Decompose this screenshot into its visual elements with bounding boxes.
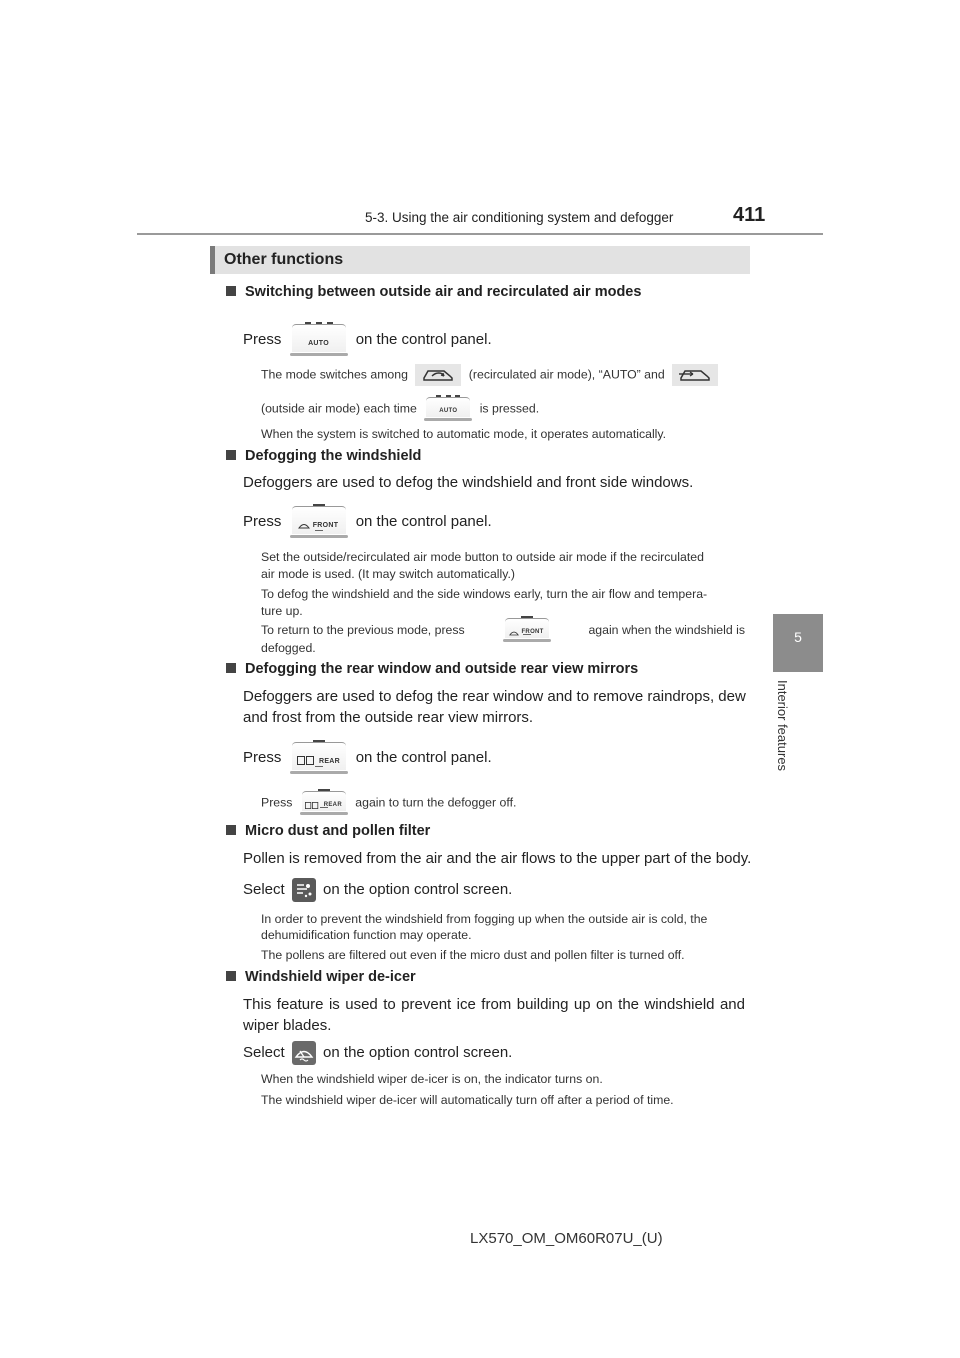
bullet-square-icon <box>226 286 236 296</box>
footer-document-code: LX570_OM_OM60R07U_(U) <box>470 1230 663 1247</box>
filter-note-1-line-1: In order to prevent the windshield from fogging up when the outside air is cold, the <box>261 912 708 926</box>
chapter-side-label-box <box>771 680 793 800</box>
filter-note-2: The pollens are filtered out even if the micro dust and pollen filter is turned off. <box>261 948 685 962</box>
header-rule <box>137 233 823 235</box>
windshield-note-2-line-2: ture up. <box>261 604 303 618</box>
deicer-note-2: The windshield wiper de-icer will automatically turn off after a period of time. <box>261 1093 674 1107</box>
filter-note-1-line-2: dehumidification function may operate. <box>261 928 472 942</box>
heading-deicer: Windshield wiper de-icer <box>226 969 416 985</box>
windshield-note-1-line-1: Set the outside/recirculated air mode button to outside air mode if the recirculated <box>261 550 704 564</box>
windshield-press-line: Press FRONT on the control panel. <box>243 504 492 540</box>
air-modes-press-line: Press AUTO on the control panel. <box>243 322 492 358</box>
front-defogger-button-icon: FRONT <box>290 504 348 540</box>
bullet-square-icon <box>226 663 236 673</box>
rear-press-line: Press REAR on the control panel. <box>243 740 492 776</box>
air-mode-button-small-icon: AUTO <box>424 395 472 423</box>
section-bar-accent <box>210 246 215 274</box>
section-title: Other functions <box>224 251 344 268</box>
chapter-side-label: Interior features <box>775 680 790 772</box>
deicer-select-line: Select on the option control screen. <box>243 1041 512 1065</box>
air-modes-note-1-cont: (outside air mode) each time AUTO is pressed. <box>261 395 539 423</box>
deicer-note-1: When the windshield wiper de-icer is on, the indicator turns on. <box>261 1072 603 1086</box>
rear-note: Press REAR again to turn the defogger off. <box>261 789 516 817</box>
running-header-title: 5-3. Using the air conditioning system and defogger <box>365 210 674 225</box>
rear-defogger-button-icon: REAR <box>290 740 348 776</box>
outside-air-icon <box>672 364 718 386</box>
air-modes-note-1: The mode switches among (recirculated air mode), “AUTO” and <box>261 364 718 386</box>
heading-air-modes: Switching between outside air and recirculated air modes <box>226 284 641 300</box>
micro-dust-pollen-filter-icon <box>292 878 316 902</box>
front-defogger-button-small-icon: FRONT <box>503 616 551 644</box>
deicer-body-line-1: This feature is used to prevent ice from building up on the windshield and <box>243 996 745 1013</box>
rear-defogger-button-small-icon: REAR <box>300 789 348 817</box>
air-mode-button-icon: AUTO <box>290 322 348 358</box>
filter-body: Pollen is removed from the air and the air flows to the upper part of the body. <box>243 850 752 867</box>
bullet-square-icon <box>226 971 236 981</box>
air-modes-note-2: When the system is switched to automatic mode, it operates automatically. <box>261 427 667 441</box>
heading-filter: Micro dust and pollen filter <box>226 823 430 839</box>
heading-rear: Defogging the rear window and outside rear view mirrors <box>226 661 638 677</box>
recirculated-air-icon <box>415 364 461 386</box>
rear-body-line-2: and frost from the outside rear view mirrors. <box>243 709 534 726</box>
page-number: 411 <box>733 204 766 226</box>
chapter-number: 5 <box>794 629 802 645</box>
deicer-body-line-2: wiper blades. <box>243 1017 332 1034</box>
windshield-note-3-line-2: defogged. <box>261 641 316 655</box>
windshield-note-3: To return to the previous mode, press FRONT again when the windshield is <box>261 616 745 644</box>
windshield-body: Defoggers are used to defog the windshield and front side windows. <box>243 474 694 491</box>
heading-windshield: Defogging the windshield <box>226 448 421 464</box>
filter-select-line: Select on the option control screen. <box>243 878 512 902</box>
wiper-deicer-icon <box>292 1041 316 1065</box>
rear-body-line-1: Defoggers are used to defog the rear window and to remove raindrops, dew <box>243 688 746 705</box>
windshield-note-1-line-2: air mode is used. (It may switch automatically.) <box>261 567 515 581</box>
windshield-note-2-line-1: To defog the windshield and the side windows early, turn the air flow and tempera- <box>261 587 708 601</box>
bullet-square-icon <box>226 825 236 835</box>
bullet-square-icon <box>226 450 236 460</box>
